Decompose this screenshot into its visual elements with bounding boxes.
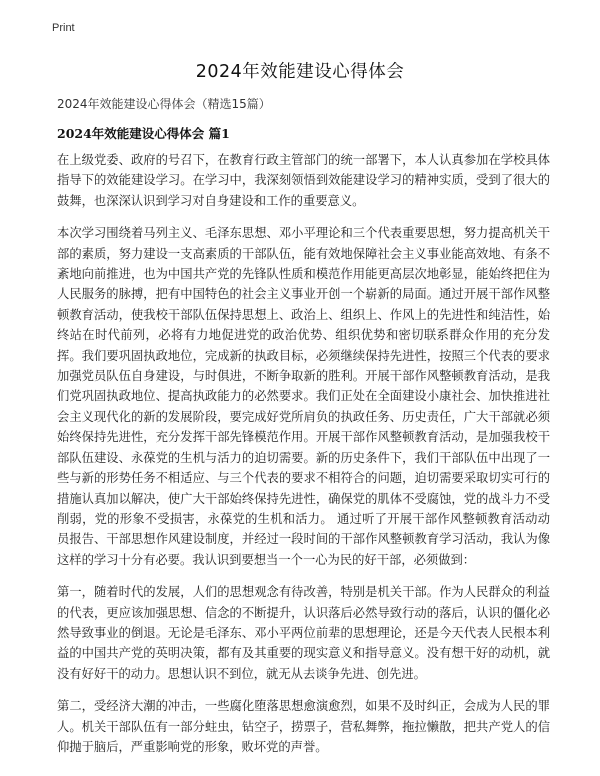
paragraph-1: 在上级党委、政府的号召下，在教育行政主管部门的统一部署下，本人认真参加在学校具体指导下的效能建设学习。在学习中，我深刻领悟到效能建设学习的精神实质，受到了很大的鼓舞，也深深认识到学习对自身建设和工作的重要意义。	[57, 153, 550, 208]
document-subtitle: 2024年效能建设心得体会（精选15篇）	[57, 97, 271, 111]
print-link[interactable]: Print	[52, 22, 75, 34]
section-heading: 2024年效能建设心得体会 篇1	[57, 126, 230, 141]
article-body	[57, 150, 550, 769]
paragraph-2: 本次学习围绕着马列主义、毛泽东思想、邓小平理论和三个代表重要思想，努力提高机关干部的素质，努力建设一支高素质的干部队伍，能有效地保障社会主义事业能高效地、有条不紊地向前推进，也为中国共产党的先锋队性质和模范作用能更高层次地彰显，能始终把住为人民服务的脉搏，把有中国特色的社会主义事业开创一个崭新的局面。通过开展干部作风整顿教育活动，使我校干部队伍保持思想上、政治上、组织上、作风上的先进性和纯洁性，始终站在时代前列，必将有力地促进党的政治优势、组织优势和密切联系群众作用的充分发挥。我们要巩固执政地位，完成新的执政目标，必须继续保持先进性，按照三个代表的要求加强党员队伍自身建设，与时俱进，不断争取新的胜利。开展干部作风整顿教育活动，是我们党巩固执政地位、提高执政能力的必然要求。我们正处在全面建设小康社会、加快推进社会主义现代化的新的发展阶段，要完成好党所肩负的执政任务、历史责任，广大干部就必须始终保持先进性，充分发挥干部先锋模范作用。开展干部作风整顿教育活动，是加强我校干部队伍建设、永葆党的生机与活力的迫切需要。新的历史条件下，我们干部队伍中出现了一些与新的形势任务不相适应、与三个代表的要求不相符合的问题，迫切需要采取切实可行的措施认真加以解决，使广大干部始终保持先进性，确保党的肌体不受腐蚀，党的战斗力不受削弱，党的形象不受损害，永葆党的生机和活力。 通过听了开展干部作风整顿教育活动动员报告、干部思想作风建设制度，并经过一段时间的干部作风整顿教育学习活动，我认为像这样的学习十分有必要。我认识到要想当一个一心为民的好干部，必须做到：	[57, 226, 550, 567]
paragraph-3: 第一，随着时代的发展，人们的思想观念有待改善，特别是机关干部。作为人民群众的利益的代表，更应该加强思想、信念的不断提升，认识落后必然导致行动的落后，认识的僵化必然导致事业的倒退。无论是毛泽东、邓小平两位前辈的思想理论，还是今天代表人民根本利益的中国共产党的英明决策，都有及其重要的现实意义和指导意义。没有想干好的动机，就没有好好干的动力。思想认识不到位，就无从去谈争先进、创先进。	[57, 585, 550, 681]
page-title: 2024年效能建设心得体会	[195, 62, 405, 82]
paragraph-4: 第二，受经济大潮的冲击，一些腐化堕落思想愈演愈烈，如果不及时纠正，会成为人民的罪人。机关干部队伍有一部分蛀虫，钻空子，捞票子，营私舞弊，拖拉懒散，把共产党人的信仰抛于脑后，严重影响党的形象，败坏党的声誉。	[57, 699, 550, 754]
